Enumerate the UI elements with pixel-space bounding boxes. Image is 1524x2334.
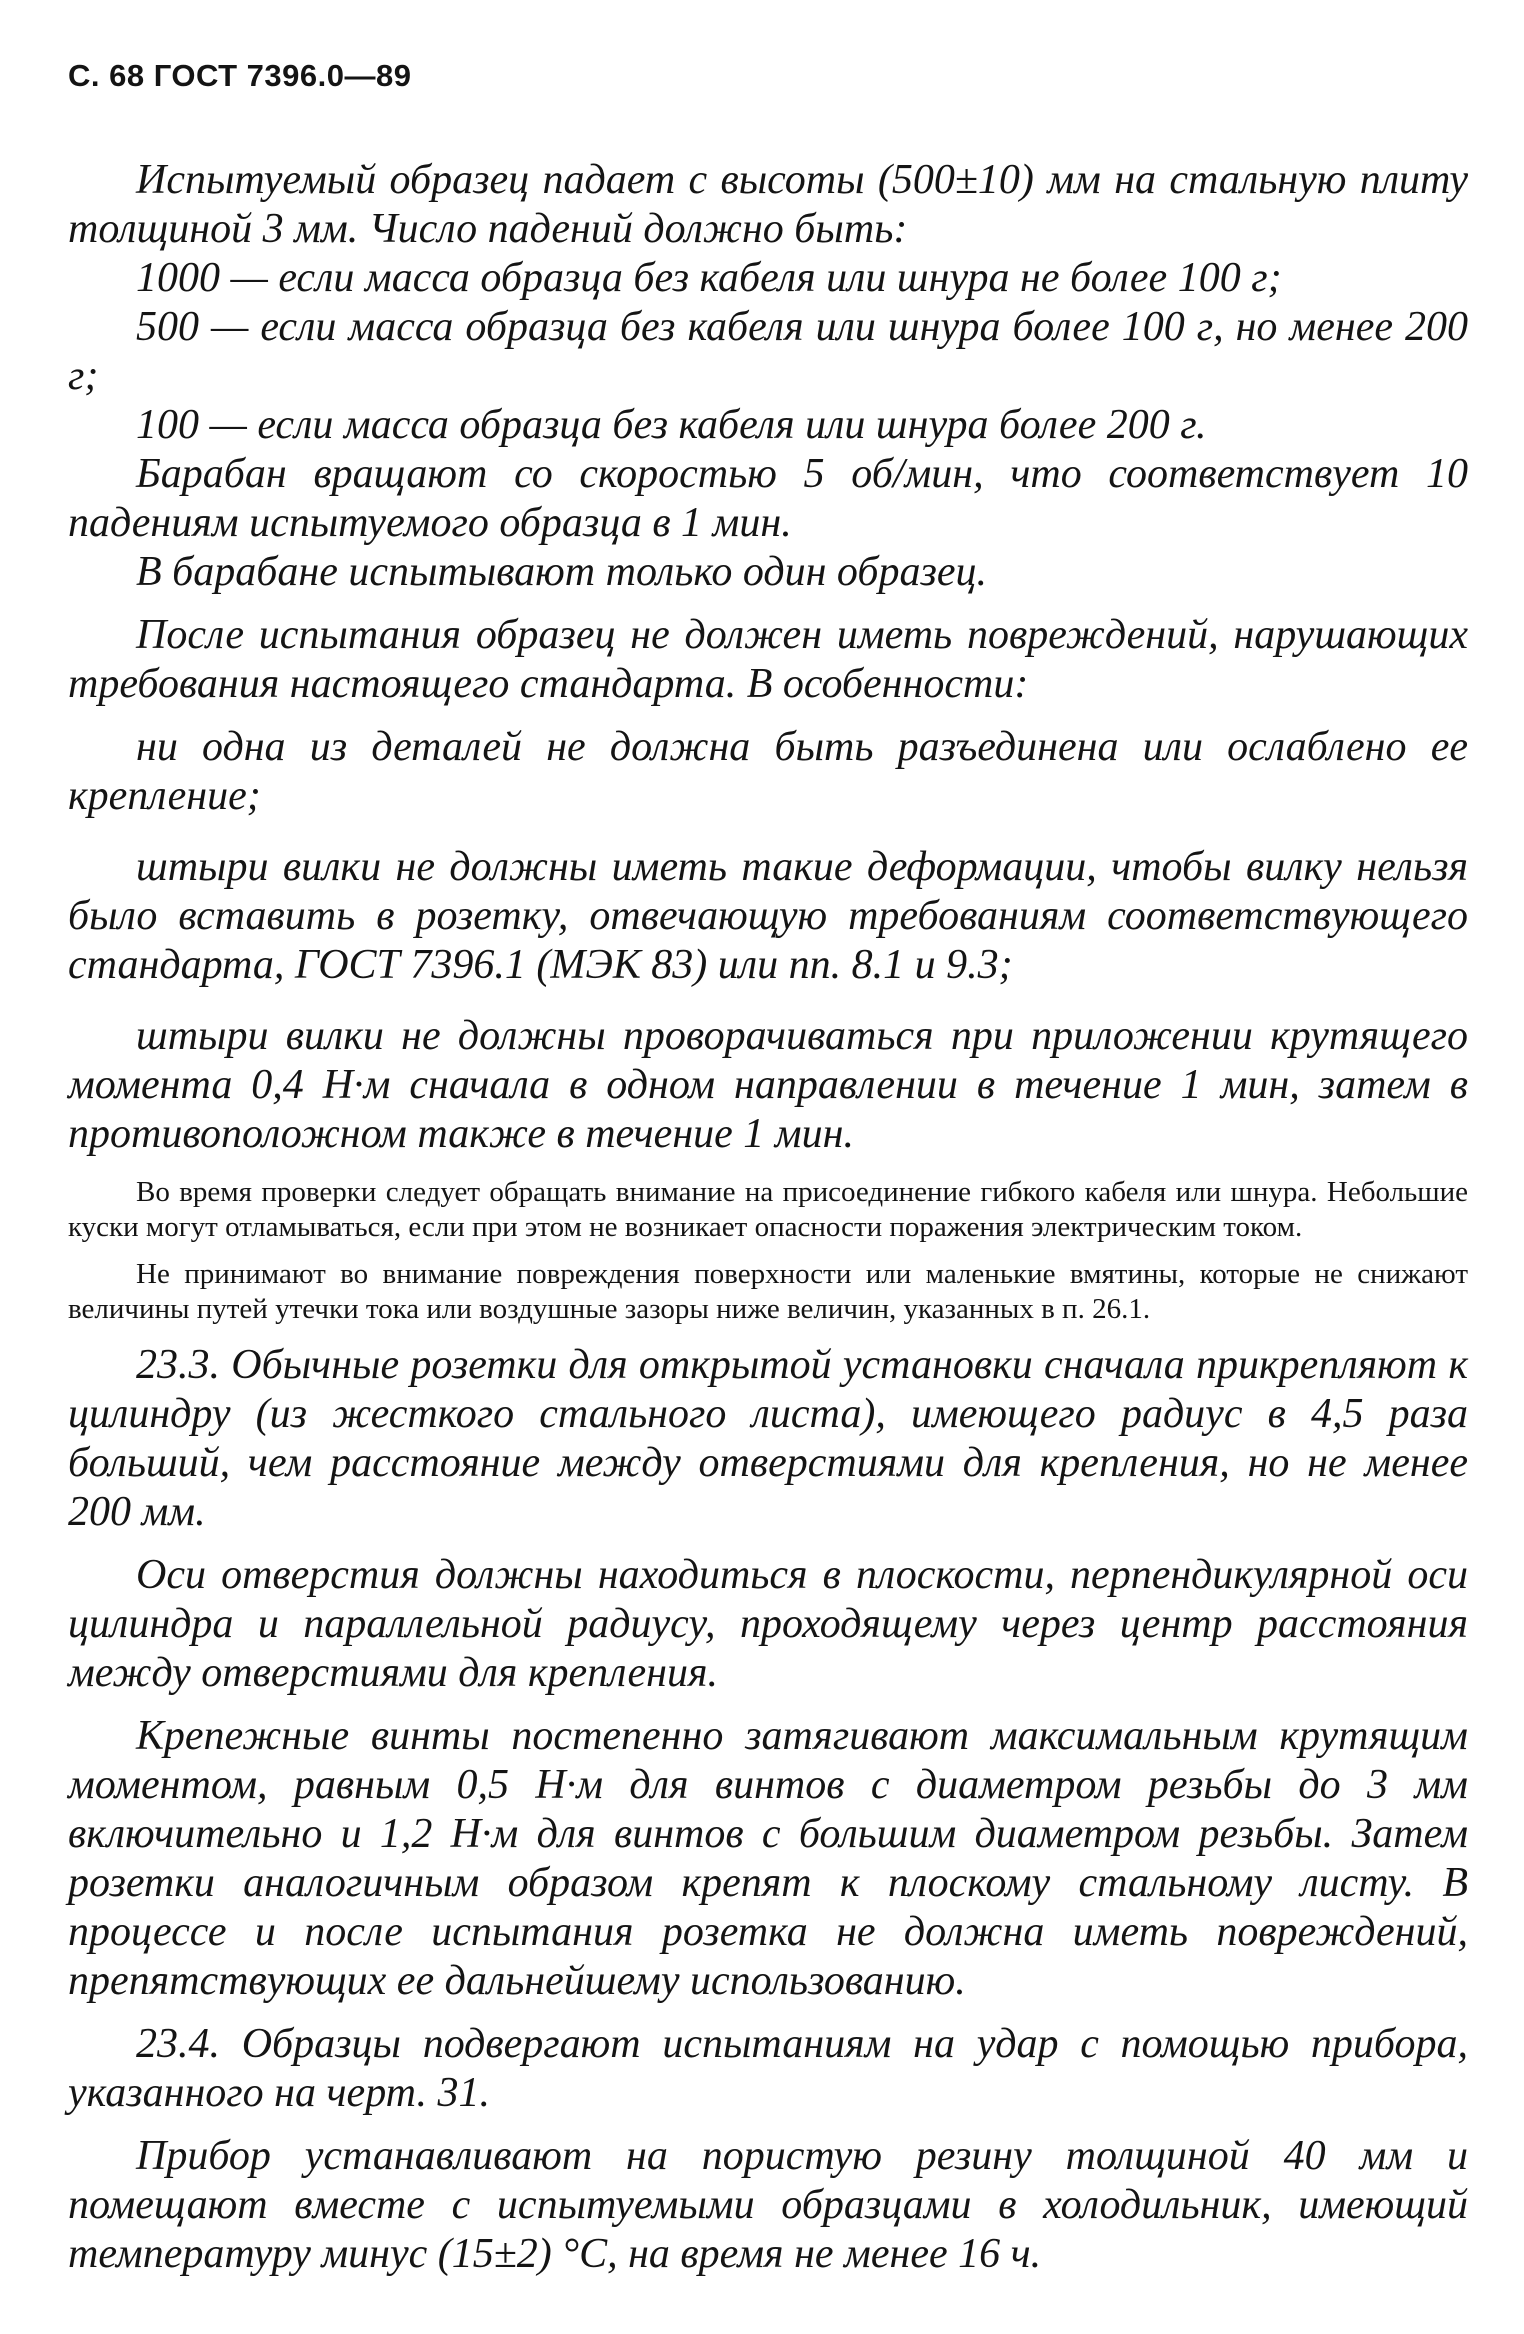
paragraph-one-sample: В барабане испытывают только один образец.: [136, 549, 988, 595]
paragraph-note-cable: Во время проверки следует обращать внимание на присоединение гибкого кабеля или шнура. Небольшие куски могут отламываться, если при этом не возникает опасности поражения электрическим током.: [68, 1176, 1468, 1243]
paragraph-drop-test: Испытуемый образец падает с высоты (500±10) мм на стальную плиту толщиной 3 мм. Число падений должно быть:: [68, 157, 1468, 252]
paragraph-section-23-3: 23.3. Обычные розетки для открытой установки сначала прикрепляют к цилиндру (из жесткого стального листа), имеющего радиус в 4,5 раза больший, чем расстояние между отверстиями для крепления, но не менее 200 мм.: [68, 1342, 1468, 1535]
paragraph-section-23-4: 23.4. Образцы подвергают испытаниям на удар с помощью прибора, указанного на черт. 31.: [68, 2021, 1468, 2116]
paragraph-screw-torque: Крепежные винты постепенно затягивают максимальным крутящим моментом, равным 0,5 Н·м для винтов с диаметром резьбы до 3 мм включительно и 1,2 Н·м для винтов с большим диаметром резьбы. Затем розетки аналогичным образом крепят к плоскому стальному листу. В процессе и после испытания розетка не должна иметь повреждений, препятствующих ее дальнейшему использованию.: [68, 1713, 1468, 2004]
paragraph-refrigerator: Прибор устанавливают на пористую резину толщиной 40 мм и помещают вместе с испытуемыми образцами в холодильник, имеющий температуру минус (15±2) °С, на время не менее 16 ч.: [68, 2133, 1468, 2277]
paragraph-drops-1000: 1000 — если масса образца без кабеля или шнура не более 100 г;: [136, 255, 1282, 301]
paragraph-note-damage: Не принимают во внимание повреждения поверхности или маленькие вмятины, которые не снижают величины путей утечки тока или воздушные зазоры ниже величин, указанных в п. 26.1.: [68, 1258, 1468, 1325]
paragraph-drum-speed: Барабан вращают со скоростью 5 об/мин, что соответствует 10 падениям испытуемого образца в 1 мин.: [68, 451, 1468, 546]
paragraph-drops-100: 100 — если масса образца без кабеля или шнура более 200 г.: [136, 402, 1207, 448]
paragraph-parts-not-loosened: ни одна из деталей не должна быть разъединена или ослаблено ее крепление;: [68, 724, 1468, 819]
document-page: [68, 58, 1468, 2279]
paragraph-drops-500: 500 — если масса образца без кабеля или шнура более 100 г, но менее 200 г;: [68, 304, 1468, 399]
page-header: С. 68 ГОСТ 7396.0—89: [68, 58, 412, 93]
paragraph-pins-deformation: штыри вилки не должны иметь такие деформации, чтобы вилку нельзя было вставить в розетку, отвечающую требованиям соответствующего стандарта, ГОСТ 7396.1 (МЭК 83) или пп. 8.1 и 9.3;: [68, 844, 1468, 988]
paragraph-hole-axes: Оси отверстия должны находиться в плоскости, перпендикулярной оси цилиндра и параллельной радиусу, проходящему через центр расстояния между отверстиями для крепления.: [68, 1552, 1468, 1696]
paragraph-pins-torque: штыри вилки не должны проворачиваться при приложении крутящего момента 0,4 Н·м сначала в одном направлении в течение 1 мин, затем в противоположном также в течение 1 мин.: [68, 1013, 1468, 1157]
paragraph-after-test: После испытания образец не должен иметь повреждений, нарушающих требования настоящего стандарта. В особенности:: [68, 612, 1468, 707]
